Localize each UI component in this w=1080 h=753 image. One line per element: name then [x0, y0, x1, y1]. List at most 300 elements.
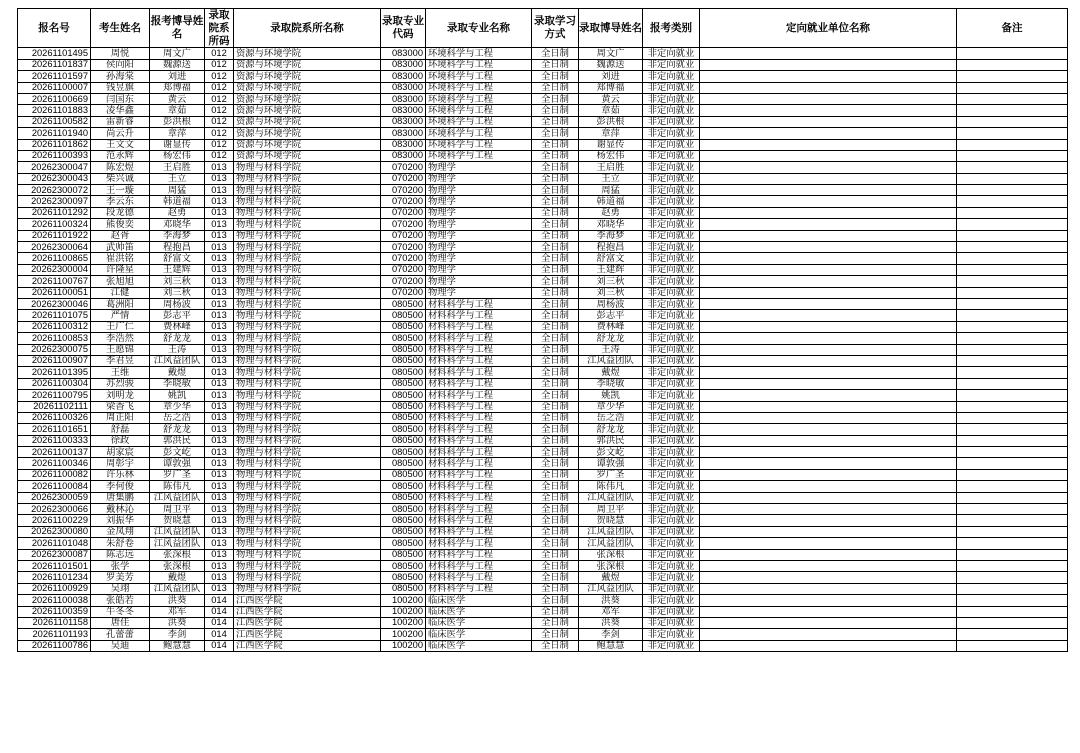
cell-major-code: 070200 — [381, 162, 426, 173]
cell-category: 非定向就业 — [643, 139, 700, 150]
table-row — [18, 230, 1068, 241]
cell-employer — [700, 139, 957, 150]
cell-study-mode: 全日制 — [532, 230, 579, 241]
cell-major-name: 材料科学与工程 — [426, 401, 532, 412]
cell-major-code: 100200 — [381, 617, 426, 628]
cell-major-name: 材料科学与工程 — [426, 458, 532, 469]
cell-study-mode: 全日制 — [532, 526, 579, 537]
cell-dept-name: 物理与材料学院 — [234, 276, 381, 287]
cell-candidate-name: 严情 — [91, 310, 150, 321]
cell-major-code: 070200 — [381, 264, 426, 275]
cell-study-mode: 全日制 — [532, 287, 579, 298]
cell-registration-no: 20261100786 — [18, 640, 91, 651]
cell-dept-name: 物理与材料学院 — [234, 196, 381, 207]
table-row — [18, 549, 1068, 560]
cell-dept-name: 江西医学院 — [234, 595, 381, 606]
cell-remarks — [957, 310, 1068, 321]
cell-remarks — [957, 355, 1068, 366]
cell-category: 非定向就业 — [643, 185, 700, 196]
cell-dept-code: 013 — [205, 378, 234, 389]
cell-category: 非定向就业 — [643, 71, 700, 82]
table-row — [18, 390, 1068, 401]
cell-major-name: 环境科学与工程 — [426, 150, 532, 161]
cell-dept-code: 012 — [205, 93, 234, 104]
cell-remarks — [957, 128, 1068, 139]
cell-remarks — [957, 207, 1068, 218]
cell-dept-code: 013 — [205, 207, 234, 218]
cell-candidate-name: 王一璇 — [91, 185, 150, 196]
cell-study-mode: 全日制 — [532, 617, 579, 628]
cell-major-name: 材料科学与工程 — [426, 515, 532, 526]
cell-candidate-name: 周彰宇 — [91, 458, 150, 469]
cell-major-code: 080500 — [381, 378, 426, 389]
cell-employer — [700, 93, 957, 104]
cell-major-name: 物理学 — [426, 173, 532, 184]
cell-candidate-name: 凌华鑫 — [91, 105, 150, 116]
col-header-registration-no: 报名号 — [18, 9, 91, 48]
cell-major-name: 物理学 — [426, 264, 532, 275]
cell-study-mode: 全日制 — [532, 595, 579, 606]
cell-major-name: 材料科学与工程 — [426, 298, 532, 309]
cell-applied-supervisor: 戴煜 — [150, 572, 205, 583]
cell-category: 非定向就业 — [643, 572, 700, 583]
cell-candidate-name: 周正阳 — [91, 412, 150, 423]
cell-major-name: 物理学 — [426, 185, 532, 196]
admission-list — [17, 8, 1068, 652]
cell-dept-name: 物理与材料学院 — [234, 344, 381, 355]
cell-employer — [700, 207, 957, 218]
cell-admitted-supervisor: 江风益团队 — [579, 355, 643, 366]
table-row — [18, 116, 1068, 127]
table-row — [18, 515, 1068, 526]
cell-study-mode: 全日制 — [532, 560, 579, 571]
cell-employer — [700, 412, 957, 423]
cell-candidate-name: 王维 — [91, 367, 150, 378]
cell-remarks — [957, 196, 1068, 207]
table-row — [18, 253, 1068, 264]
cell-study-mode: 全日制 — [532, 469, 579, 480]
cell-category: 非定向就业 — [643, 207, 700, 218]
cell-candidate-name: 崔洪铭 — [91, 253, 150, 264]
cell-dept-code: 013 — [205, 458, 234, 469]
cell-study-mode: 全日制 — [532, 264, 579, 275]
cell-dept-name: 物理与材料学院 — [234, 219, 381, 230]
cell-major-name: 物理学 — [426, 162, 532, 173]
cell-admitted-supervisor: 赵勇 — [579, 207, 643, 218]
cell-applied-supervisor: 洪葵 — [150, 595, 205, 606]
cell-major-name: 物理学 — [426, 276, 532, 287]
cell-remarks — [957, 572, 1068, 583]
cell-major-name: 环境科学与工程 — [426, 116, 532, 127]
table-row — [18, 458, 1068, 469]
table-row — [18, 219, 1068, 230]
cell-dept-code: 013 — [205, 310, 234, 321]
cell-applied-supervisor: 赵勇 — [150, 207, 205, 218]
cell-major-code: 083000 — [381, 139, 426, 150]
cell-category: 非定向就业 — [643, 538, 700, 549]
cell-major-name: 物理学 — [426, 207, 532, 218]
table-row — [18, 128, 1068, 139]
cell-registration-no: 20262300046 — [18, 298, 91, 309]
cell-major-code: 080500 — [381, 298, 426, 309]
cell-remarks — [957, 560, 1068, 571]
cell-dept-code: 012 — [205, 48, 234, 59]
cell-major-name: 材料科学与工程 — [426, 333, 532, 344]
cell-registration-no: 20261101651 — [18, 424, 91, 435]
cell-category: 非定向就业 — [643, 59, 700, 70]
cell-employer — [700, 560, 957, 571]
cell-dept-name: 江西医学院 — [234, 617, 381, 628]
cell-category: 非定向就业 — [643, 93, 700, 104]
cell-remarks — [957, 481, 1068, 492]
cell-study-mode: 全日制 — [532, 128, 579, 139]
cell-registration-no: 20261101395 — [18, 367, 91, 378]
cell-major-code: 080500 — [381, 321, 426, 332]
cell-dept-code: 013 — [205, 298, 234, 309]
table-row — [18, 629, 1068, 640]
cell-candidate-name: 陈宏煜 — [91, 162, 150, 173]
cell-dept-code: 013 — [205, 572, 234, 583]
table-row — [18, 207, 1068, 218]
cell-employer — [700, 71, 957, 82]
cell-employer — [700, 196, 957, 207]
cell-candidate-name: 范永辉 — [91, 150, 150, 161]
cell-applied-supervisor: 戴煜 — [150, 367, 205, 378]
table-row — [18, 344, 1068, 355]
cell-dept-name: 物理与材料学院 — [234, 424, 381, 435]
table-row — [18, 173, 1068, 184]
cell-category: 非定向就业 — [643, 298, 700, 309]
cell-candidate-name: 王广仁 — [91, 321, 150, 332]
cell-major-code: 080500 — [381, 435, 426, 446]
cell-major-code: 070200 — [381, 230, 426, 241]
cell-registration-no: 20261100333 — [18, 435, 91, 446]
cell-major-code: 070200 — [381, 207, 426, 218]
cell-dept-code: 013 — [205, 355, 234, 366]
cell-candidate-name: 张皓若 — [91, 595, 150, 606]
cell-registration-no: 20261101495 — [18, 48, 91, 59]
cell-admitted-supervisor: 程抱昌 — [579, 242, 643, 253]
cell-applied-supervisor: 王建辉 — [150, 264, 205, 275]
cell-dept-code: 012 — [205, 150, 234, 161]
cell-candidate-name: 陈志远 — [91, 549, 150, 560]
cell-admitted-supervisor: 刘三秋 — [579, 287, 643, 298]
cell-admitted-supervisor: 洪葵 — [579, 617, 643, 628]
table-row — [18, 298, 1068, 309]
table-row — [18, 367, 1068, 378]
cell-registration-no: 20261100582 — [18, 116, 91, 127]
cell-major-code: 080500 — [381, 390, 426, 401]
cell-dept-name: 资源与环境学院 — [234, 105, 381, 116]
table-header — [18, 9, 1068, 48]
cell-major-name: 临床医学 — [426, 617, 532, 628]
cell-dept-code: 012 — [205, 59, 234, 70]
cell-admitted-supervisor: 李剑 — [579, 629, 643, 640]
cell-admitted-supervisor: 杨宏伟 — [579, 150, 643, 161]
cell-dept-name: 物理与材料学院 — [234, 287, 381, 298]
cell-major-name: 材料科学与工程 — [426, 355, 532, 366]
cell-major-code: 080500 — [381, 583, 426, 594]
cell-candidate-name: 吴迪 — [91, 640, 150, 651]
cell-candidate-name: 段龙德 — [91, 207, 150, 218]
cell-registration-no: 20261100853 — [18, 333, 91, 344]
cell-applied-supervisor: 邓晓华 — [150, 219, 205, 230]
cell-major-name: 环境科学与工程 — [426, 139, 532, 150]
cell-remarks — [957, 424, 1068, 435]
cell-major-name: 材料科学与工程 — [426, 469, 532, 480]
cell-major-code: 100200 — [381, 640, 426, 651]
cell-remarks — [957, 48, 1068, 59]
cell-admitted-supervisor: 章少华 — [579, 401, 643, 412]
cell-registration-no: 20261101234 — [18, 572, 91, 583]
cell-registration-no: 20261102111 — [18, 401, 91, 412]
table-row — [18, 492, 1068, 503]
cell-candidate-name: 钱昱旗 — [91, 82, 150, 93]
table-row — [18, 435, 1068, 446]
cell-applied-supervisor: 张深根 — [150, 549, 205, 560]
cell-applied-supervisor: 江风益团队 — [150, 526, 205, 537]
cell-registration-no: 20261100326 — [18, 412, 91, 423]
cell-remarks — [957, 93, 1068, 104]
cell-admitted-supervisor: 舒龙龙 — [579, 424, 643, 435]
cell-major-name: 材料科学与工程 — [426, 583, 532, 594]
cell-registration-no: 20261100082 — [18, 469, 91, 480]
cell-major-name: 材料科学与工程 — [426, 481, 532, 492]
cell-dept-code: 013 — [205, 390, 234, 401]
cell-registration-no: 20262300059 — [18, 492, 91, 503]
cell-employer — [700, 492, 957, 503]
cell-study-mode: 全日制 — [532, 253, 579, 264]
cell-dept-code: 013 — [205, 333, 234, 344]
cell-candidate-name: 徐政 — [91, 435, 150, 446]
cell-dept-name: 物理与材料学院 — [234, 298, 381, 309]
cell-major-code: 083000 — [381, 150, 426, 161]
cell-dept-name: 物理与材料学院 — [234, 355, 381, 366]
cell-registration-no: 20261100795 — [18, 390, 91, 401]
cell-applied-supervisor: 张深根 — [150, 560, 205, 571]
table-row — [18, 105, 1068, 116]
cell-applied-supervisor: 刘三秋 — [150, 276, 205, 287]
cell-dept-name: 物理与材料学院 — [234, 173, 381, 184]
table-row — [18, 504, 1068, 515]
cell-admitted-supervisor: 江风益团队 — [579, 583, 643, 594]
cell-candidate-name: 刘振华 — [91, 515, 150, 526]
cell-study-mode: 全日制 — [532, 162, 579, 173]
table-row — [18, 378, 1068, 389]
cell-dept-code: 012 — [205, 139, 234, 150]
cell-registration-no: 20261101940 — [18, 128, 91, 139]
cell-candidate-name: 武帅笛 — [91, 242, 150, 253]
cell-applied-supervisor: 彭文屹 — [150, 447, 205, 458]
cell-admitted-supervisor: 岳之浩 — [579, 412, 643, 423]
cell-study-mode: 全日制 — [532, 207, 579, 218]
cell-dept-name: 物理与材料学院 — [234, 207, 381, 218]
cell-employer — [700, 606, 957, 617]
cell-category: 非定向就业 — [643, 378, 700, 389]
cell-remarks — [957, 469, 1068, 480]
cell-remarks — [957, 105, 1068, 116]
cell-category: 非定向就业 — [643, 276, 700, 287]
col-header-dept-name: 录取院系所名称 — [234, 9, 381, 48]
cell-major-code: 083000 — [381, 105, 426, 116]
cell-admitted-supervisor: 费林峰 — [579, 321, 643, 332]
cell-major-code: 083000 — [381, 59, 426, 70]
cell-category: 非定向就业 — [643, 606, 700, 617]
cell-major-code: 080500 — [381, 549, 426, 560]
table-row — [18, 469, 1068, 480]
cell-category: 非定向就业 — [643, 264, 700, 275]
cell-dept-code: 013 — [205, 412, 234, 423]
cell-applied-supervisor: 周文广 — [150, 48, 205, 59]
cell-category: 非定向就业 — [643, 344, 700, 355]
cell-dept-name: 资源与环境学院 — [234, 71, 381, 82]
cell-study-mode: 全日制 — [532, 185, 579, 196]
cell-study-mode: 全日制 — [532, 310, 579, 321]
cell-category: 非定向就业 — [643, 424, 700, 435]
cell-registration-no: 20261101158 — [18, 617, 91, 628]
cell-study-mode: 全日制 — [532, 412, 579, 423]
cell-dept-code: 013 — [205, 549, 234, 560]
cell-dept-code: 013 — [205, 173, 234, 184]
cell-category: 非定向就业 — [643, 219, 700, 230]
cell-remarks — [957, 435, 1068, 446]
cell-study-mode: 全日制 — [532, 196, 579, 207]
cell-dept-code: 012 — [205, 105, 234, 116]
cell-major-name: 环境科学与工程 — [426, 59, 532, 70]
cell-dept-name: 物理与材料学院 — [234, 469, 381, 480]
cell-candidate-name: 张旭旭 — [91, 276, 150, 287]
cell-major-name: 物理学 — [426, 219, 532, 230]
cell-dept-name: 物理与材料学院 — [234, 458, 381, 469]
cell-candidate-name: 孔蕾蕾 — [91, 629, 150, 640]
cell-admitted-supervisor: 陈伟凡 — [579, 481, 643, 492]
cell-major-name: 材料科学与工程 — [426, 424, 532, 435]
cell-dept-name: 江西医学院 — [234, 629, 381, 640]
cell-dept-name: 物理与材料学院 — [234, 549, 381, 560]
cell-major-code: 080500 — [381, 572, 426, 583]
cell-dept-name: 资源与环境学院 — [234, 116, 381, 127]
cell-registration-no: 20261100312 — [18, 321, 91, 332]
cell-study-mode: 全日制 — [532, 606, 579, 617]
table-row — [18, 196, 1068, 207]
cell-dept-code: 012 — [205, 82, 234, 93]
cell-category: 非定向就业 — [643, 560, 700, 571]
cell-major-name: 物理学 — [426, 230, 532, 241]
cell-employer — [700, 253, 957, 264]
cell-candidate-name: 李浩然 — [91, 333, 150, 344]
cell-category: 非定向就业 — [643, 230, 700, 241]
cell-major-code: 100200 — [381, 595, 426, 606]
cell-dept-name: 物理与材料学院 — [234, 378, 381, 389]
cell-major-name: 物理学 — [426, 196, 532, 207]
table-row — [18, 333, 1068, 344]
cell-study-mode: 全日制 — [532, 492, 579, 503]
cell-registration-no: 20261100907 — [18, 355, 91, 366]
cell-remarks — [957, 139, 1068, 150]
cell-registration-no: 20261101292 — [18, 207, 91, 218]
header-row — [18, 9, 1068, 48]
cell-applied-supervisor: 彭志平 — [150, 310, 205, 321]
cell-dept-name: 资源与环境学院 — [234, 139, 381, 150]
cell-study-mode: 全日制 — [532, 504, 579, 515]
table-row — [18, 321, 1068, 332]
cell-dept-code: 014 — [205, 640, 234, 651]
cell-registration-no: 20261100359 — [18, 606, 91, 617]
cell-dept-name: 物理与材料学院 — [234, 538, 381, 549]
cell-employer — [700, 401, 957, 412]
cell-major-code: 083000 — [381, 48, 426, 59]
cell-major-name: 材料科学与工程 — [426, 560, 532, 571]
cell-remarks — [957, 378, 1068, 389]
table-row — [18, 93, 1068, 104]
cell-study-mode: 全日制 — [532, 458, 579, 469]
cell-employer — [700, 162, 957, 173]
cell-dept-name: 物理与材料学院 — [234, 230, 381, 241]
cell-employer — [700, 355, 957, 366]
cell-employer — [700, 276, 957, 287]
table-row — [18, 162, 1068, 173]
cell-dept-name: 物理与材料学院 — [234, 264, 381, 275]
cell-registration-no: 20261100767 — [18, 276, 91, 287]
cell-category: 非定向就业 — [643, 583, 700, 594]
cell-employer — [700, 219, 957, 230]
table-row — [18, 617, 1068, 628]
cell-admitted-supervisor: 章萍 — [579, 128, 643, 139]
cell-employer — [700, 344, 957, 355]
cell-applied-supervisor: 王启胜 — [150, 162, 205, 173]
cell-major-code: 070200 — [381, 287, 426, 298]
cell-registration-no: 20261101597 — [18, 71, 91, 82]
cell-major-code: 080500 — [381, 344, 426, 355]
cell-remarks — [957, 173, 1068, 184]
cell-registration-no: 20262300064 — [18, 242, 91, 253]
cell-dept-code: 012 — [205, 116, 234, 127]
cell-major-name: 材料科学与工程 — [426, 549, 532, 560]
cell-major-name: 物理学 — [426, 242, 532, 253]
cell-major-name: 材料科学与工程 — [426, 447, 532, 458]
cell-dept-name: 物理与材料学院 — [234, 447, 381, 458]
cell-major-name: 环境科学与工程 — [426, 93, 532, 104]
cell-category: 非定向就业 — [643, 390, 700, 401]
cell-major-name: 物理学 — [426, 287, 532, 298]
cell-dept-code: 013 — [205, 447, 234, 458]
cell-admitted-supervisor: 邓晓华 — [579, 219, 643, 230]
cell-category: 非定向就业 — [643, 333, 700, 344]
cell-study-mode: 全日制 — [532, 173, 579, 184]
cell-category: 非定向就业 — [643, 48, 700, 59]
cell-category: 非定向就业 — [643, 481, 700, 492]
cell-dept-code: 013 — [205, 481, 234, 492]
cell-candidate-name: 闫国东 — [91, 93, 150, 104]
cell-admitted-supervisor: 李海梦 — [579, 230, 643, 241]
cell-employer — [700, 59, 957, 70]
cell-applied-supervisor: 杨宏伟 — [150, 150, 205, 161]
cell-applied-supervisor: 周卫平 — [150, 504, 205, 515]
cell-major-name: 临床医学 — [426, 640, 532, 651]
cell-category: 非定向就业 — [643, 435, 700, 446]
cell-remarks — [957, 344, 1068, 355]
cell-category: 非定向就业 — [643, 162, 700, 173]
table-row — [18, 583, 1068, 594]
cell-dept-code: 014 — [205, 629, 234, 640]
cell-registration-no: 20261100304 — [18, 378, 91, 389]
cell-major-name: 材料科学与工程 — [426, 538, 532, 549]
cell-dept-code: 013 — [205, 185, 234, 196]
table-row — [18, 82, 1068, 93]
table-row — [18, 481, 1068, 492]
cell-category: 非定向就业 — [643, 617, 700, 628]
table-row — [18, 310, 1068, 321]
